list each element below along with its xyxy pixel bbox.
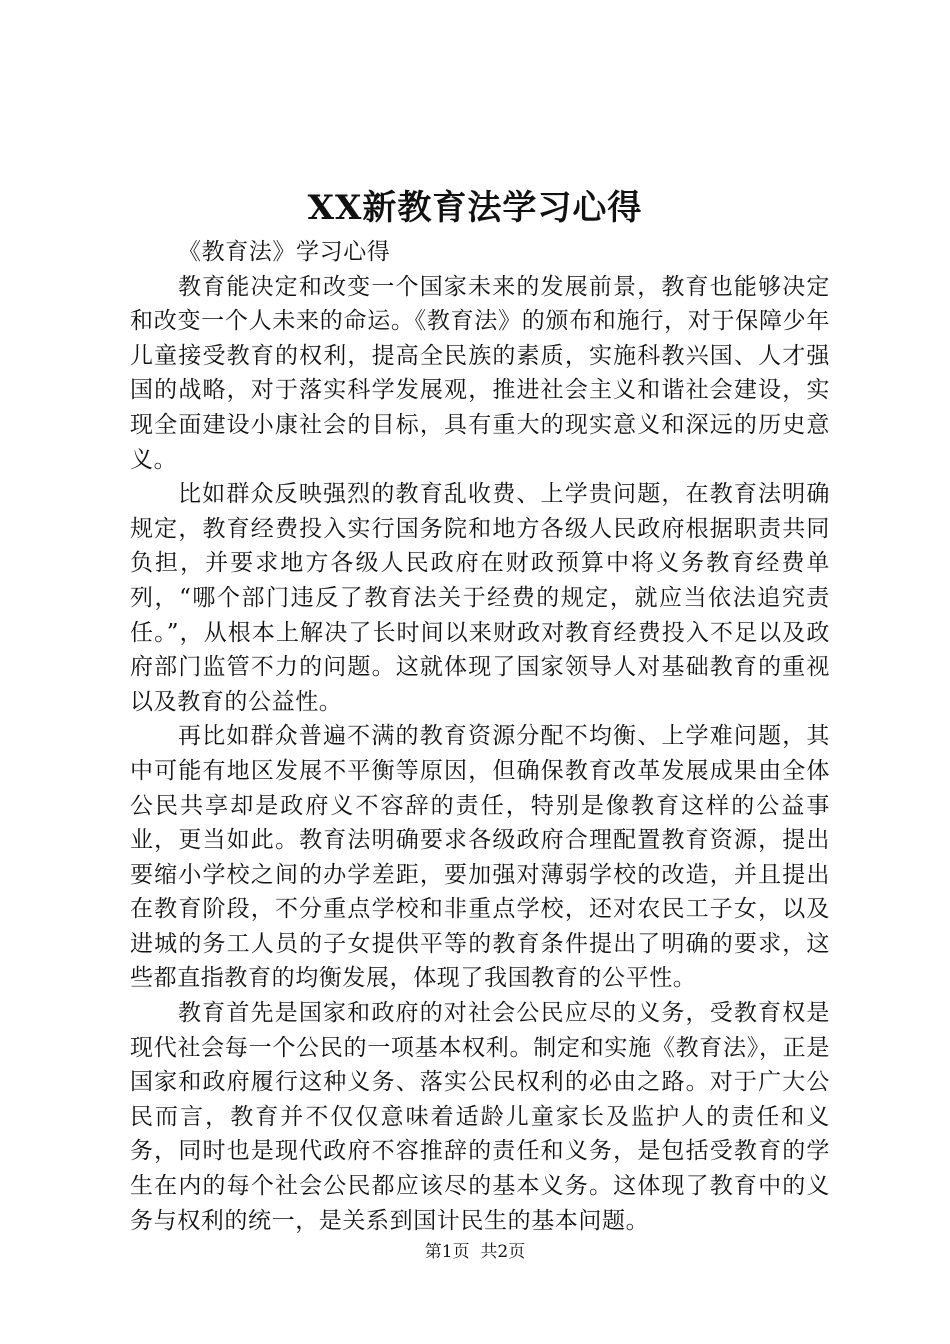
body-paragraph: 再比如群众普遍不满的教育资源分配不均衡、上学难问题，其中可能有地区发展不平衡等原因，但确保教育改革发展成果由全体公民共享却是政府义不容辞的责任，特别是像教育这样的公益事业，更当如此。教育法明确要求各级政府合理配置教育资源，提出要缩小学校之间的办学差距，要加强对薄弱学校的改造，并且提出在教育阶段，不分重点学校和非重点学校，还对农民工子女，以及进城的务工人员的子女提供平等的教育条件提出了明确的要求，这些都直指教育的均衡发展，体现了我国教育的公平性。 xyxy=(130,723,830,992)
page-footer xyxy=(0,1240,950,1264)
document-body xyxy=(130,235,830,1238)
page-total: 共2页 xyxy=(480,1242,526,1262)
section-heading: 《教育法》学习心得 xyxy=(178,239,391,265)
body-paragraph: 教育首先是国家和政府的对社会公民应尽的义务，受教育权是现代社会每一个公民的一项基本权利。制定和实施《教育法》，正是国家和政府履行这种义务、落实公民权利的必由之路。对于广大公民而言，教育并不仅仅意味着适龄儿童家长及监护人的责任和义务，同时也是现代政府不容推辞的责任和义务，是包括受教育的学生在内的每个社会公民都应该尽的基本义务。这体现了教育中的义务与权利的统一，是关系到国计民生的基本问题。 xyxy=(130,1000,830,1234)
body-paragraph: 比如群众反映强烈的教育乱收费、上学贵问题，在教育法明确规定，教育经费投入实行国务院和地方各级人民政府根据职责共同负担，并要求地方各级人民政府在财政预算中将义务教育经费单列，“哪个部门违反了教育法关于经费的规定，就应当依法追究责任。”，从根本上解决了长时间以来财政对教育经费投入不足以及政府部门监管不力的问题。这就体现了国家领导人对基础教育的重视以及教育的公益性。 xyxy=(130,481,830,715)
page-number: 第1页 xyxy=(424,1242,470,1262)
document-title: XX新教育法学习心得 xyxy=(307,188,643,228)
body-paragraph: 教育能决定和改变一个国家未来的发展前景，教育也能够决定和改变一个人未来的命运。《教育法》的颁布和施行，对于保障少年儿童接受教育的权利，提高全民族的素质，实施科教兴国、人才强国的战略，对于落实科学发展观，推进社会主义和谐社会建设，实现全面建设小康社会的目标，具有重大的现实意义和深远的历史意义。 xyxy=(130,273,830,473)
